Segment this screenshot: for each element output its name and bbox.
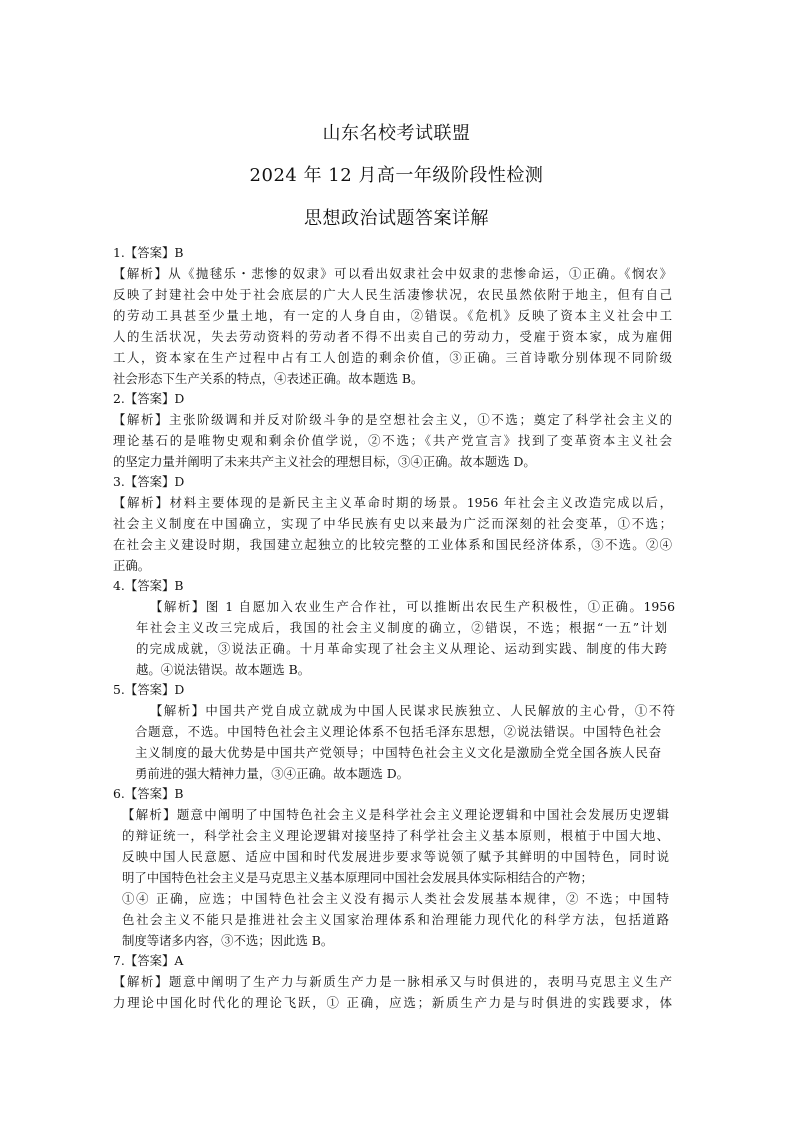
analysis-line: 社会形态下生产关系的特点，④表述正确。故本题选 B。 bbox=[113, 371, 424, 386]
answer-line: 3.【答案】D bbox=[113, 474, 185, 489]
analysis-line: 【解析】主张阶级调和并反对阶级斗争的是空想社会主义，①不选；奠定了科学社会主义的 bbox=[113, 412, 672, 427]
answer-line: 2.【答案】D bbox=[113, 391, 185, 406]
analysis-line: 人的生活状况，失去劳动资料的劳动者不得不出卖自己的劳动力，受雇于资本家，成为雇佣 bbox=[113, 329, 672, 344]
analysis-line: 勇前进的强大精神力量，③④正确。故本题选 D。 bbox=[135, 766, 410, 781]
document-title: 山东名校考试联盟 bbox=[322, 123, 471, 144]
analysis-line: 力理论中国化时代化的理论飞跃，① 正确，应选；新质生产力是与时俱进的实践要求，体 bbox=[113, 995, 672, 1010]
analysis-line: 的完成成就，③说法正确。十月革命实现了社会主义从理论、运动到实践、制度的伟大跨 bbox=[136, 641, 667, 656]
analysis-line: 社会主义制度在中国确立，实现了中华民族有史以来最为广泛而深刻的社会变革，①不选； bbox=[113, 516, 672, 531]
analysis-line: 【解析】从《抛毬乐・悲惨的奴隶》可以看出奴隶社会中奴隶的悲惨命运，①正确。《悯农》 bbox=[113, 266, 672, 281]
analysis-line: 反映中国人民意愿、适应中国和时代发展进步要求等说领了赋予其鲜明的中国特色，同时说 bbox=[122, 849, 669, 864]
analysis-line: 明了中国特色社会主义是马克思主义基本原理同中国社会发展具体实际相结合的产物； bbox=[122, 870, 593, 885]
answer-line: 1.【答案】B bbox=[113, 245, 184, 260]
analysis-line: 越。④说法错误。故本题选 B。 bbox=[136, 662, 311, 677]
analysis-line: 合题意，不选。中国特色社会主义理论体系不包括毛泽东思想，②说法错误。中国特色社会 bbox=[135, 724, 661, 739]
answer-line: 4.【答案】B bbox=[113, 578, 184, 593]
analysis-line: 【解析】图 1 自愿加入农业生产合作社，可以推断出农民生产积极性，①正确。1956 bbox=[150, 599, 675, 614]
answer-line: 5.【答案】D bbox=[113, 682, 185, 697]
analysis-line: 【解析】题意中阐明了生产力与新质生产力是一脉相承又与时俱进的，表明马克思主义生产 bbox=[113, 974, 672, 989]
analysis-line: 年社会主义改三完成后，我国的社会主义制度的确立，②错误，不选；根据“一五”计划 bbox=[136, 620, 667, 635]
analysis-line: 理论基石的是唯物史观和剩余价值学说，②不选；《共产党宣言》找到了变革资本主义社会 bbox=[113, 433, 672, 448]
analysis-line: 正确。 bbox=[113, 558, 151, 573]
answer-line: 7.【答案】A bbox=[113, 953, 184, 968]
analysis-line: 主义制度的最大优势是中国共产党领导；中国特色社会主义文化是激励全党全国各族人民奋 bbox=[135, 745, 661, 760]
analysis-line: 的坚定力量并阐明了未来共产主义社会的理想目标，③④正确。故本题选 D。 bbox=[113, 454, 536, 469]
analysis-line: 反映了封建社会中处于社会底层的广大人民生活凄惨状况，农民虽然依附于地主，但有自己 bbox=[113, 287, 672, 302]
analysis-line: ①④ 正确，应选；中国特色社会主义没有揭示人类社会发展基本规律，② 不选；中国特 bbox=[122, 891, 669, 906]
analysis-line: 工人，资本家在生产过程中占有工人创造的剩余价值，③正确。三首诗歌分别体现不同阶级 bbox=[113, 350, 672, 365]
analysis-line: 【解析】中国共产党自成立就成为中国人民谋求民族独立、人民解放的主心骨，①不符 bbox=[150, 703, 675, 718]
exam-name: 2024 年 12 月高一年级阶段性检测 bbox=[249, 165, 544, 186]
analysis-line: 色社会主义不能只是推进社会主义国家治理体系和治理能力现代化的科学方法，包括道路 bbox=[122, 912, 669, 927]
analysis-line: 制度等诸多内容，③不选；因此选 B。 bbox=[122, 933, 334, 948]
analysis-line: 在社会主义建设时期，我国建立起独立的比较完整的工业体系和国民经济体系，③不选。②④ bbox=[113, 537, 672, 552]
document-subtitle: 思想政治试题答案详解 bbox=[304, 208, 489, 229]
answer-line: 6.【答案】B bbox=[113, 786, 184, 801]
analysis-line: 的辩证统一，科学社会主义理论逻辑对接坚持了科学社会主义基本原则，根植于中国大地、 bbox=[122, 828, 669, 843]
analysis-line: 【解析】材料主要体现的是新民主主义革命时期的场景。1956 年社会主义改造完成以后， bbox=[113, 495, 672, 510]
analysis-line: 的劳动工具甚至少量土地，有一定的人身自由，②错误。《危机》反映了资本主义社会中工 bbox=[113, 308, 672, 323]
analysis-line: 【解析】题意中阐明了中国特色社会主义是科学社会主义理论逻辑和中国社会发展历史逻辑 bbox=[122, 807, 669, 822]
